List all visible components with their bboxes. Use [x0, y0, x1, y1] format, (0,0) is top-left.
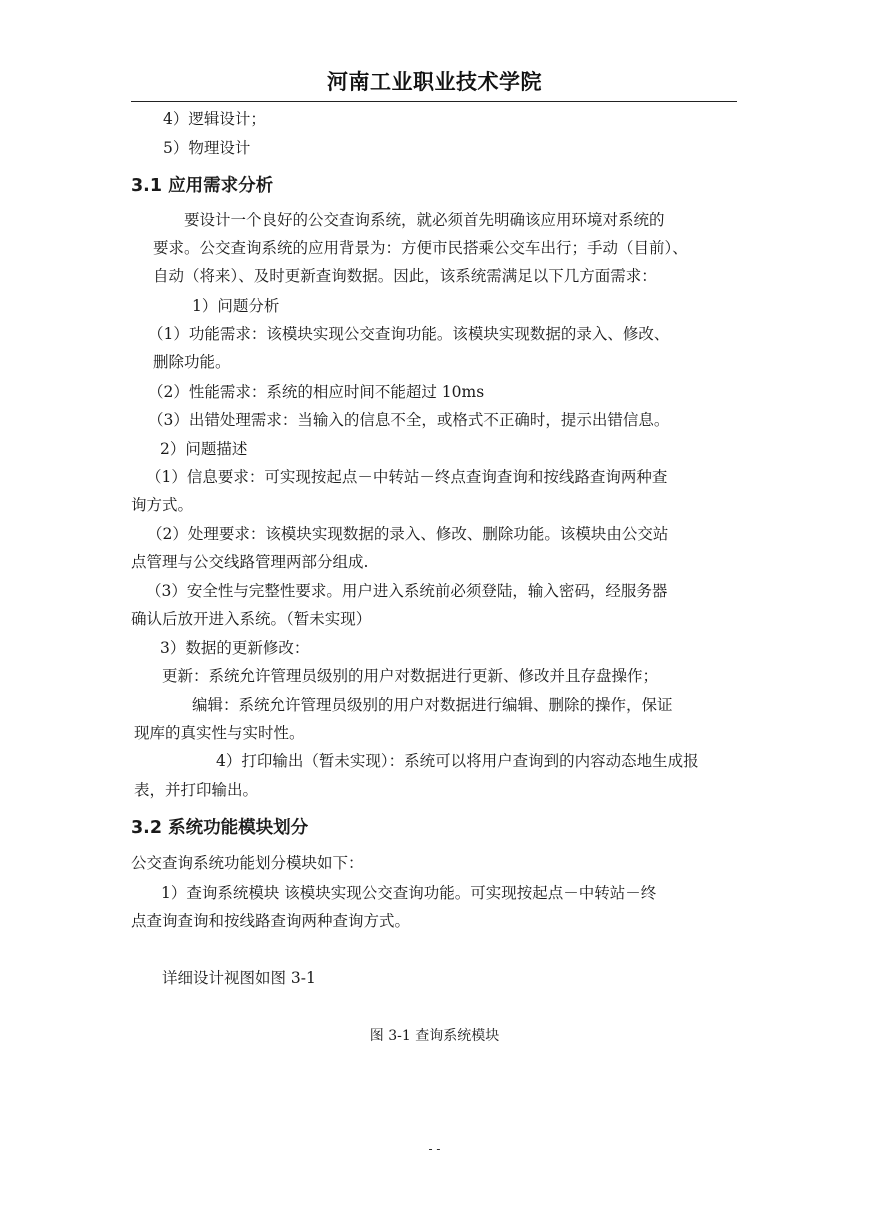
text-line: 更新：系统允许管理员级别的用户对数据进行更新、修改并且存盘操作； — [162, 667, 659, 685]
header-divider — [131, 101, 737, 102]
text-line: （2）处理要求：该模块实现数据的录入、修改、删除功能。该模块由公交站 — [147, 525, 669, 543]
text-line: 5）物理设计 — [163, 139, 251, 157]
text-line: 公交查询系统功能划分模块如下： — [131, 854, 364, 872]
text-line: 现库的真实性与实时性。 — [134, 724, 305, 742]
text-line: 2）问题描述 — [160, 440, 248, 458]
text-line: 点查询查询和按线路查询两种查询方式。 — [131, 912, 411, 930]
text-line: 要求。公交查询系统的应用背景为：方便市民搭乘公交车出行；手动（目前）、 — [153, 239, 688, 257]
text-line: （3）安全性与完整性要求。用户进入系统前必须登陆，输入密码，经服务器 — [146, 582, 668, 600]
text-line: 删除功能。 — [153, 353, 231, 371]
page-number: - - — [428, 1142, 441, 1156]
figure-caption: 图 3-1 查询系统模块 — [369, 1028, 500, 1044]
text-line: 4）打印输出（暂未实现）：系统可以将用户查询到的内容动态地生成报 — [216, 752, 699, 770]
text-line: 询方式。 — [131, 496, 194, 514]
text-line: 1）查询系统模块 该模块实现公交查询功能。可实现按起点－中转站－终 — [161, 884, 657, 902]
page-header-title: 河南工业职业技术学院 — [327, 70, 542, 94]
text-line: 编辑：系统允许管理员级别的用户对数据进行编辑、删除的操作，保证 — [192, 696, 673, 714]
text-line: 点管理与公交线路管理两部分组成. — [131, 553, 369, 571]
text-line: 要设计一个良好的公交查询系统，就必须首先明确该应用环境对系统的 — [184, 211, 665, 229]
section-heading: 3.2 系统功能模块划分 — [131, 818, 309, 838]
text-line: （3）出错处理需求：当输入的信息不全，或格式不正确时，提示出错信息。 — [148, 411, 670, 429]
text-line: 确认后放开进入系统。（暂未实现） — [131, 610, 372, 628]
text-line: 1）问题分析 — [192, 297, 280, 315]
section-heading: 3.1 应用需求分析 — [131, 176, 274, 196]
text-line: （1）功能需求：该模块实现公交查询功能。该模块实现数据的录入、修改、 — [148, 325, 670, 343]
text-line: 自动（将来）、及时更新查询数据。因此，该系统需满足以下几方面需求： — [153, 267, 657, 285]
text-line: 详细设计视图如图 3-1 — [162, 969, 316, 987]
text-line: 4）逻辑设计； — [163, 110, 266, 128]
text-line: 表，并打印输出。 — [134, 781, 259, 799]
text-line: 3）数据的更新修改： — [160, 639, 310, 657]
text-line: （2）性能需求：系统的相应时间不能超过 10ms — [148, 383, 485, 401]
text-line: （1）信息要求：可实现按起点－中转站－终点查询查询和按线路查询两种查 — [146, 468, 668, 486]
